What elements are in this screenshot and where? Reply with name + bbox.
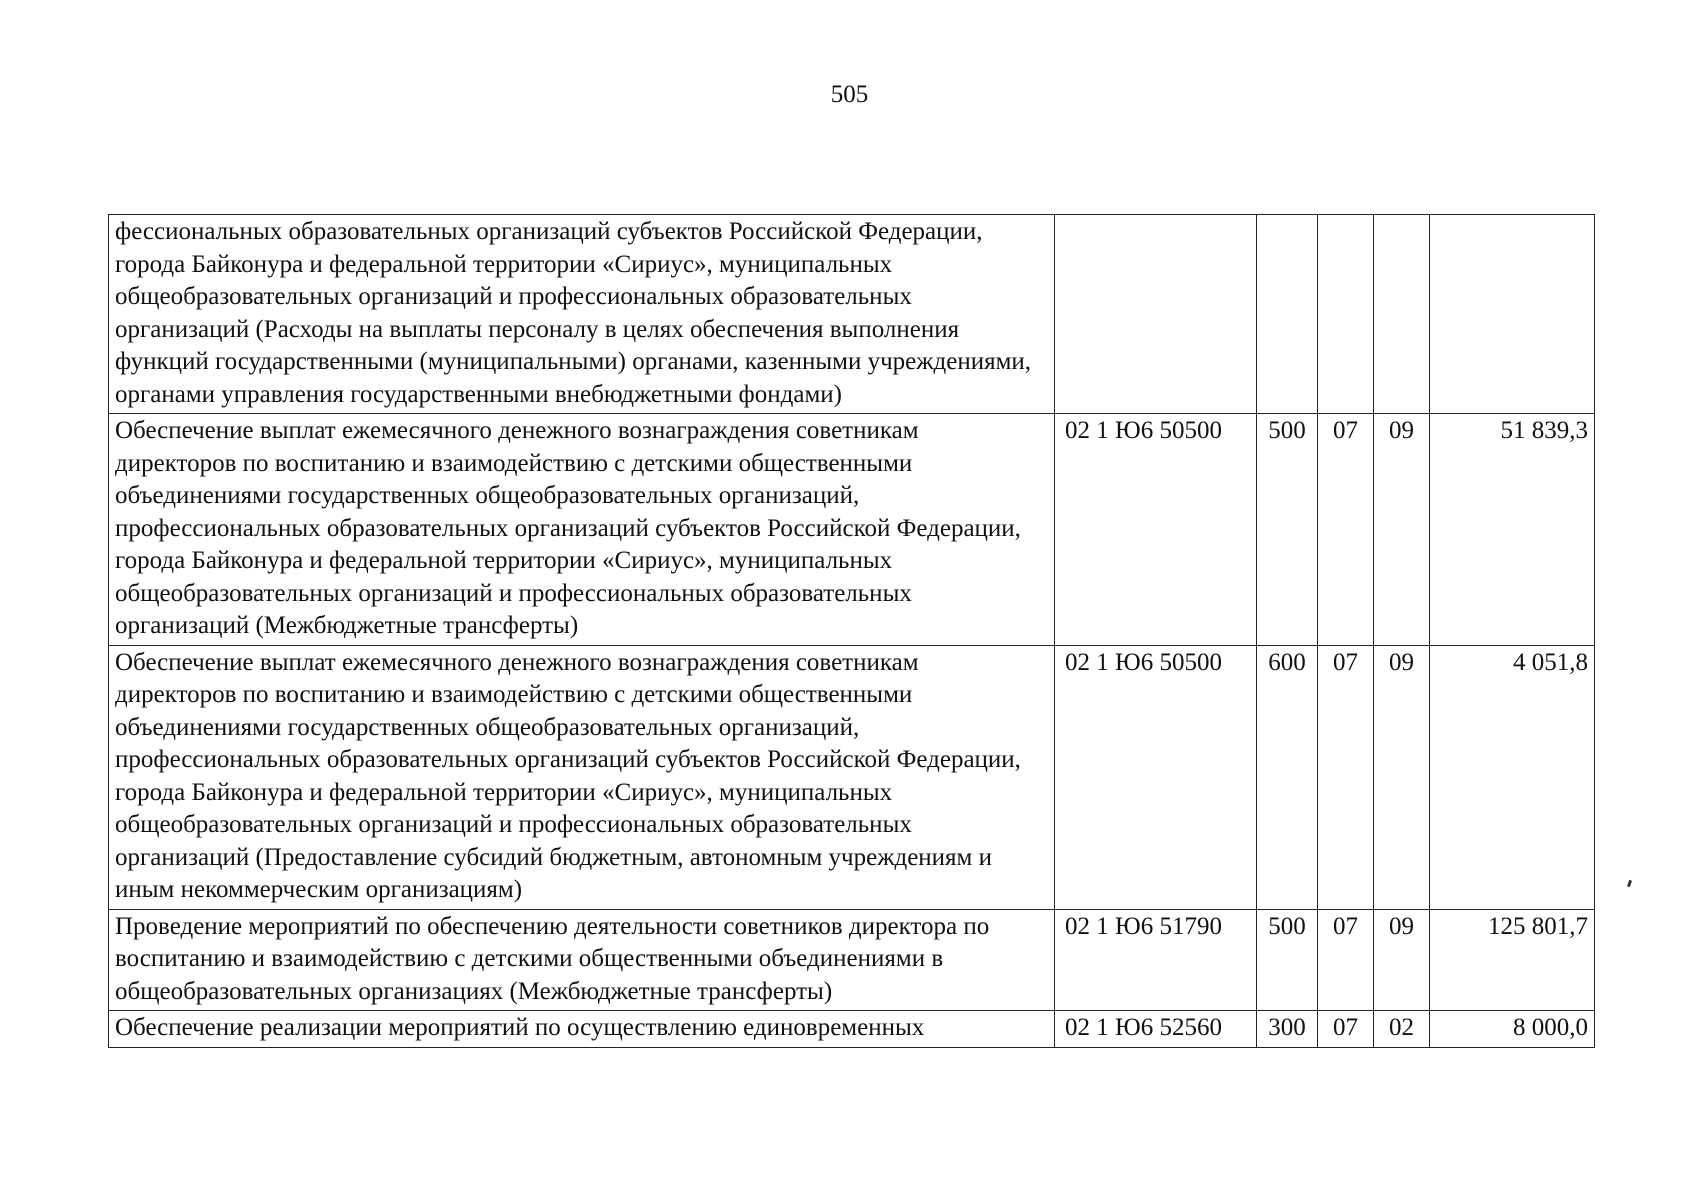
target-article-cell [1055, 215, 1257, 414]
amount-cell: 51 839,3 [1430, 414, 1595, 646]
subsection-cell [1374, 215, 1430, 414]
expense-type-cell: 300 [1257, 1011, 1318, 1048]
amount-cell: 125 801,7 [1430, 909, 1595, 1011]
expense-type-cell: 500 [1257, 909, 1318, 1011]
subsection-cell: 09 [1374, 414, 1430, 646]
expense-type-cell: 600 [1257, 645, 1318, 909]
target-article-cell: 02 1 Ю6 52560 [1055, 1011, 1257, 1048]
subsection-cell: 02 [1374, 1011, 1430, 1048]
row-description: Обеспечение реализации мероприятий по осуществлению единовременных [109, 1011, 1055, 1048]
section-cell: 07 [1318, 909, 1374, 1011]
budget-table [108, 214, 1595, 1048]
section-cell: 07 [1318, 645, 1374, 909]
table-row [109, 909, 1595, 1011]
row-description: Проведение мероприятий по обеспечению деятельности советников директора по воспитанию и взаимодействию с детскими общественными объединениями в общеобразовательных организациях (Межбюджетные трансферты) [109, 909, 1055, 1011]
section-cell [1318, 215, 1374, 414]
section-cell: 07 [1318, 414, 1374, 646]
page-number: 505 [830, 81, 869, 108]
expense-type-cell: 500 [1257, 414, 1318, 646]
row-description: Обеспечение выплат ежемесячного денежного вознаграждения советникам директоров по воспитанию и взаимодействию с детскими общественными объединениями государственных общеобразовательных организаций, профессиональных образовательных организаций субъектов Российской Федерации, города Байконура и федеральной территории «Сириус», муниципальных общеобразовательных организаций и профессиональных образовательных организаций (Предоставление субсидий бюджетным, автономным учреждениям и иным некоммерческим организациям) [109, 645, 1055, 909]
target-article-cell: 02 1 Ю6 50500 [1055, 414, 1257, 646]
section-cell: 07 [1318, 1011, 1374, 1048]
row-description: фессиональных образовательных организаций субъектов Российской Федерации, города Байконура и федеральной территории «Сириус», муниципальных общеобразовательных организаций и профессиональных образовательных организаций (Расходы на выплаты персоналу в целях обеспечения выполнения функций государственными (муниципальными) органами, казенными учреждениями, органами управления государственными внебюджетными фондами) [109, 215, 1055, 414]
table-row [109, 1011, 1595, 1048]
amount-cell [1430, 215, 1595, 414]
scan-speck [1627, 880, 1632, 888]
expense-type-cell [1257, 215, 1318, 414]
amount-cell: 4 051,8 [1430, 645, 1595, 909]
target-article-cell: 02 1 Ю6 50500 [1055, 645, 1257, 909]
subsection-cell: 09 [1374, 645, 1430, 909]
row-description: Обеспечение выплат ежемесячного денежного вознаграждения советникам директоров по воспитанию и взаимодействию с детскими общественными объединениями государственных общеобразовательных организаций, профессиональных образовательных организаций субъектов Российской Федерации, города Байконура и федеральной территории «Сириус», муниципальных общеобразовательных организаций и профессиональных образовательных организаций (Межбюджетные трансферты) [109, 414, 1055, 646]
target-article-cell: 02 1 Ю6 51790 [1055, 909, 1257, 1011]
table-row [109, 414, 1595, 646]
amount-cell: 8 000,0 [1430, 1011, 1595, 1048]
table-row [109, 645, 1595, 909]
subsection-cell: 09 [1374, 909, 1430, 1011]
table-row [109, 215, 1595, 414]
